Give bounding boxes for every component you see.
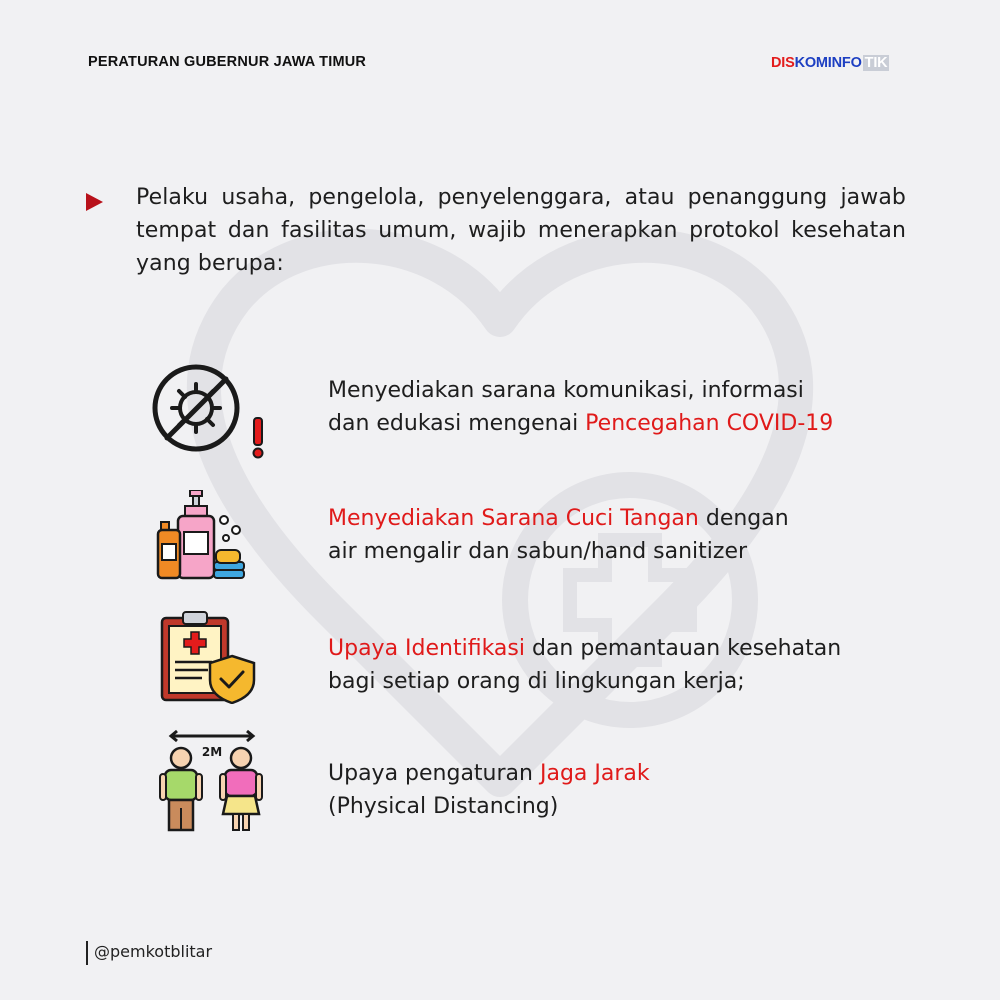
bullet-arrow-icon [86,193,103,211]
item-2-text [328,502,908,568]
item-1-highlight: Pencegahan COVID-19 [585,411,834,436]
item-4-line-1 [328,757,908,790]
item-1-text [328,374,908,440]
no-virus-icon [150,362,270,462]
physical-distancing-icon [157,728,267,834]
item-2-line-1 [328,502,908,535]
footer-divider [86,941,88,965]
item-1-line-2 [328,407,908,440]
item-1-line-2-prefix: dan edukasi mengenai [328,411,586,436]
item-3-text [328,632,908,698]
item-1-line-1: Menyediakan sarana komunikasi, informasi [328,378,804,403]
item-4-text [328,757,908,823]
item-3-line-2: bagi setiap orang di lingkungan kerja; [328,669,745,694]
item-3-line-1 [328,632,908,665]
item-2-line-1-suffix: dengan [698,506,789,531]
health-clipboard-icon [160,610,258,704]
brand-part-kominfo: KOMINFO [794,55,862,71]
item-2-highlight: Menyediakan Sarana Cuci Tangan [328,506,699,531]
item-3-line-1-suffix: dan pemantauan kesehatan [524,636,842,661]
footer-handle: @pemkotblitar [94,942,213,961]
brand-part-tik: TIK [864,55,888,71]
item-4-line-2: (Physical Distancing) [328,794,559,819]
item-2-line-2: air mengalir dan sabun/hand sanitizer [328,539,748,564]
item-4-highlight: Jaga Jarak [539,761,650,786]
hand-soap-icon [156,490,248,582]
brand-part-dis: DIS [771,55,795,71]
item-3-highlight: Upaya Identifikasi [328,636,525,661]
distance-label: 2M [201,745,223,759]
intro-text: Pelaku usaha, pengelola, penyelenggara, atau penanggung jawab tempat dan fasilitas umum, wajib menerapkan protokol kesehatan yang berupa: [136,185,906,276]
header-title: PERATURAN GUBERNUR JAWA TIMUR [88,54,367,70]
brand-logo [771,54,889,72]
item-4-line-1-prefix: Upaya pengaturan [328,761,540,786]
